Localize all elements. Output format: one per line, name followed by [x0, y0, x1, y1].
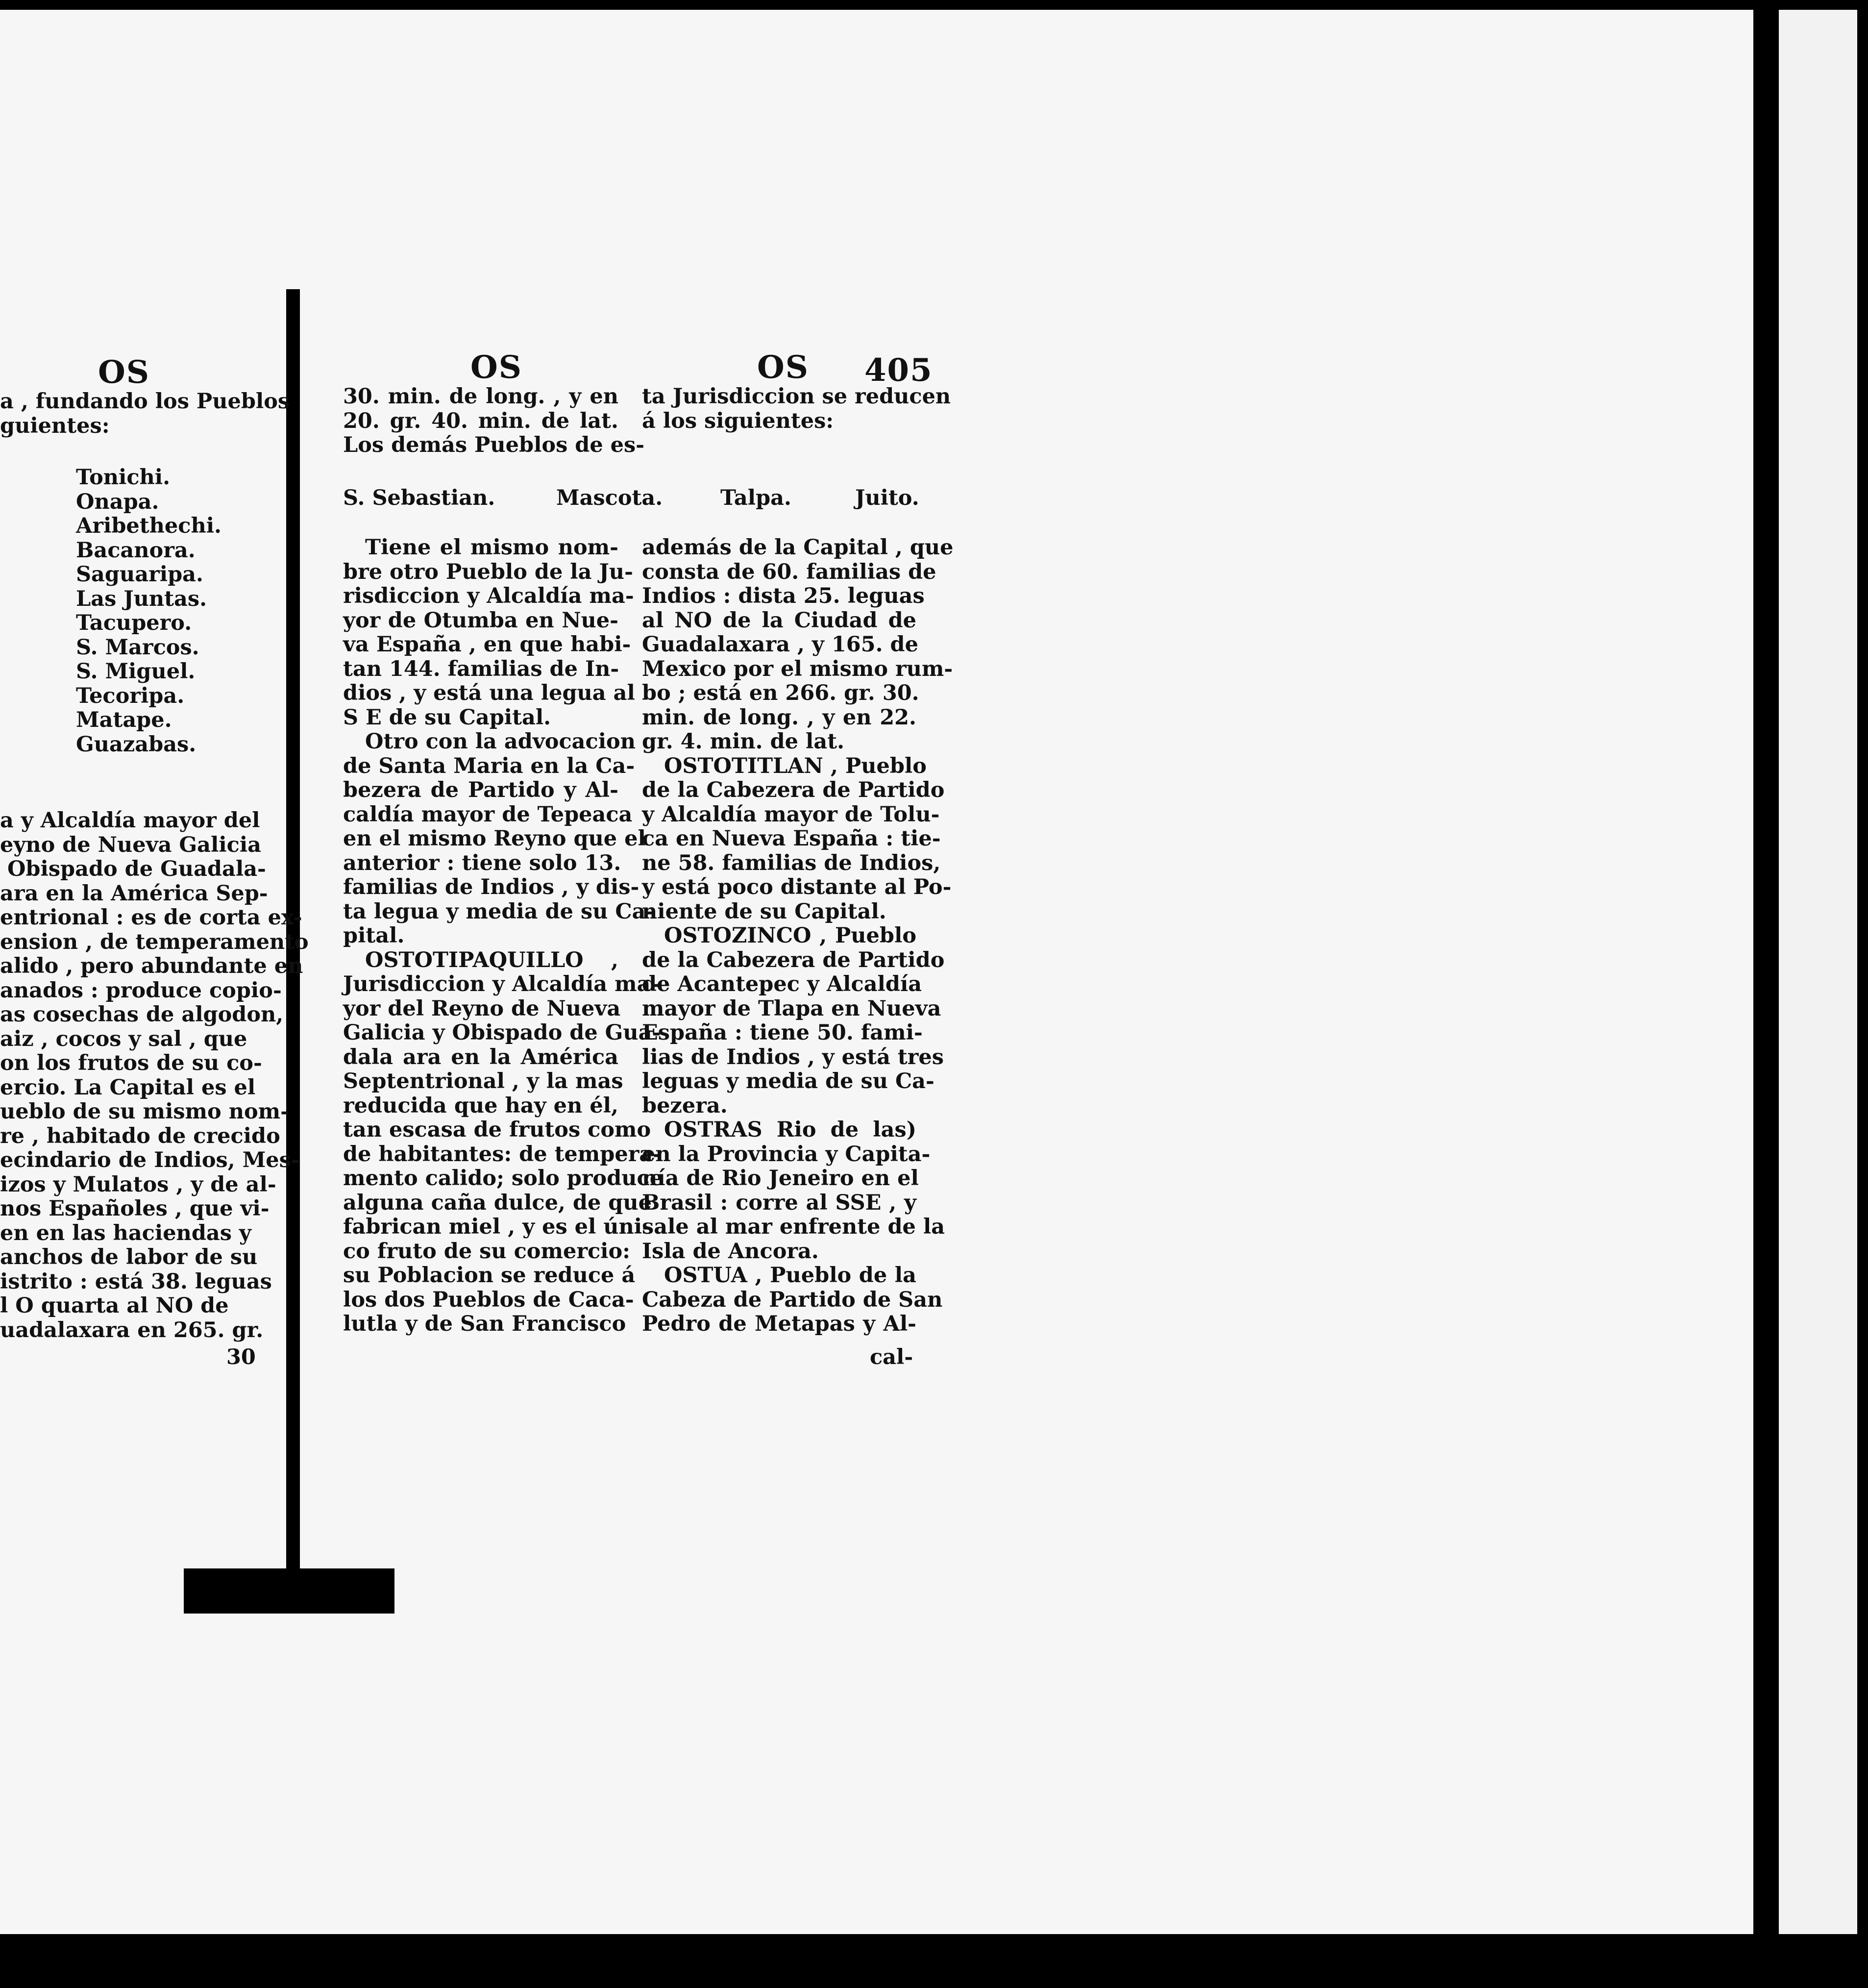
text-line: yor del Reyno de Nueva — [343, 996, 621, 1021]
text-line: y está poco distante al Po- — [642, 875, 952, 899]
text-line: fabrican miel , y es el úni- — [343, 1215, 651, 1239]
text-line: ta legua y media de su Ca- — [343, 899, 655, 924]
text-line: de Santa Maria en la Ca- — [343, 753, 635, 778]
text-line: consta de 60. familias de — [642, 559, 936, 584]
text-line: Septentrional , y la mas — [343, 1069, 623, 1093]
text-line: tan 144. familias de In- — [343, 656, 619, 681]
text-line: Pedro de Metapas y Al- — [642, 1312, 916, 1336]
right-page-top-col1 — [343, 384, 645, 458]
text-line: lias de Indios , y está tres — [642, 1044, 944, 1069]
text-line: á los siguientes: — [642, 408, 834, 433]
left-page-catchword: 30 — [226, 1345, 256, 1369]
text-line: nía de Rio Jeneiro en el — [642, 1166, 919, 1191]
scan-border-right — [1753, 0, 1779, 1988]
pueblo-item: Onapa. — [76, 489, 159, 514]
text-line: tan escasa de frutos como — [343, 1118, 651, 1142]
text-line: Mexico por el mismo rum- — [642, 656, 953, 681]
pueblo-item: Bacanora. — [76, 538, 196, 563]
pueblo-item: Guazabas. — [76, 732, 197, 757]
entry-heading: OSTUA , Pueblo de la — [664, 1263, 916, 1288]
text-line: yor de Otumba en Nue- — [343, 608, 618, 633]
text-line: alguna caña dulce, de que — [343, 1190, 652, 1215]
text-line: Jurisdiccion y Alcaldía ma- — [343, 972, 660, 996]
text-line: de la Cabezera de Partido — [642, 947, 945, 972]
text-line: de la Cabezera de Partido — [642, 778, 945, 802]
text-line: y Alcaldía mayor de Tolu- — [642, 802, 940, 827]
text-line: bo ; está en 266. gr. 30. — [642, 681, 919, 705]
pueblo-item: S. Marcos. — [76, 635, 199, 660]
text-line: gr. 4. min. de lat. — [642, 729, 845, 754]
text-line: reducida que hay en él, — [343, 1093, 618, 1118]
text-line: al NO de la Ciudad de — [642, 608, 916, 633]
text-line: los dos Pueblos de Caca- — [343, 1287, 634, 1312]
text-line: dios , y está una legua al — [343, 681, 635, 705]
text-line: su Poblacion se reduce á — [343, 1263, 636, 1288]
text-line: pital. — [343, 923, 405, 948]
text-line: ne 58. familias de Indios, — [642, 850, 941, 875]
text-line: Cabeza de Partido de San — [642, 1287, 943, 1312]
right-page-top-col2 — [642, 384, 951, 433]
pueblo-item: Tacupero. — [76, 611, 192, 635]
pueblo-item: Matape. — [76, 708, 172, 732]
pueblo-juito: Juito. — [855, 486, 919, 510]
entry-heading: OSTOTIPAQUILLO , — [365, 947, 618, 972]
text-line: S E de su Capital. — [343, 705, 551, 730]
pueblo-item: Aribethechi. — [76, 514, 222, 538]
right-page-column-2 — [642, 535, 954, 1337]
text-line: Guadalaxara , y 165. de — [642, 632, 918, 657]
text-line: Los demás Pueblos de es- — [343, 433, 645, 457]
right-page-header-left: OS — [470, 349, 522, 386]
text-line: de Acantepec y Alcaldía — [642, 972, 922, 996]
scan-border-far-right — [1857, 0, 1868, 1988]
left-page-intro: a , fundando los Pueblos guientes: — [0, 389, 290, 438]
text-line: va España , en que habi- — [343, 632, 631, 657]
left-page-header: OS — [98, 354, 150, 391]
text-line: 30. min. de long. , y en — [343, 384, 618, 409]
text-line: 20. gr. 40. min. de lat. — [343, 408, 618, 433]
pueblo-item: Tecoripa. — [76, 683, 185, 708]
pueblo-item: Las Juntas. — [76, 586, 207, 611]
text-line: risdiccion y Alcaldía ma- — [343, 584, 634, 608]
scan-border-top — [0, 0, 1868, 10]
pueblo-mascota: Mascota. — [556, 486, 663, 510]
text-line: niente de su Capital. — [642, 899, 886, 924]
book-gutter-foot — [184, 1568, 394, 1614]
scan-border-bottom — [0, 1934, 1868, 1988]
left-page-paragraph: a y Alcaldía mayor del eyno de Nueva Galicia Obispado de Guadala- ara en la América Sep- entrional : es de corta ex- ension , de temperamento alido , pero abundante en anados : produce copio- as cosechas de algodon, aiz , cocos y sal , que on los frutos de su co- ercio. La Capital es el ueblo de su mismo nom- re , habitado de crecido ecindario de Indios, Mes- izos y Mulatos , y de al- nos Españoles , que vi- en en las haciendas y anchos de labor de su istrito : está 38. leguas l O quarta al NO de uadalaxara en 265. gr. — [0, 808, 309, 1342]
page-number: 405 — [864, 352, 933, 389]
next-frame-strip — [1779, 10, 1868, 1934]
pueblo-talpa: Talpa. — [720, 486, 791, 510]
right-page-catchword: cal- — [870, 1345, 913, 1369]
text-line: mento calido; solo produce — [343, 1166, 664, 1191]
text-line: Galicia y Obispado de Gua- — [343, 1020, 661, 1045]
text-line: España : tiene 50. fami- — [642, 1020, 923, 1045]
text-line: min. de long. , y en 22. — [642, 705, 916, 730]
text-line: anterior : tiene solo 13. — [343, 850, 621, 875]
text-line: dala ara en la América — [343, 1044, 618, 1069]
right-page-header-right: OS — [757, 349, 809, 386]
text-line: ca en Nueva España : tie- — [642, 826, 941, 851]
text-line: sale al mar enfrente de la — [642, 1215, 945, 1239]
text-line: co fruto de su comercio: — [343, 1239, 631, 1264]
text-line: lutla y de San Francisco — [343, 1312, 626, 1336]
text-line: Isla de Ancora. — [642, 1239, 819, 1264]
text-line: además de la Capital , que — [642, 535, 954, 560]
text-line: Indios : dista 25. leguas — [642, 584, 925, 608]
text-line: de habitantes: de tempera- — [343, 1142, 662, 1167]
text-line: bezera. — [642, 1093, 728, 1118]
pueblo-s-sebastian: S. Sebastian. — [343, 486, 495, 510]
entry-heading: OSTOZINCO , Pueblo — [664, 923, 916, 948]
text-line: Otro con la advocacion — [365, 729, 636, 754]
pueblo-item: S. Miguel. — [76, 659, 196, 684]
text-line: Brasil : corre al SSE , y — [642, 1190, 916, 1215]
right-page-column-1 — [343, 535, 664, 1337]
left-page-pueblos-list — [76, 466, 221, 757]
text-line: mayor de Tlapa en Nueva — [642, 996, 941, 1021]
entry-heading: OSTOTITLAN , Pueblo — [664, 753, 927, 778]
text-line: en el mismo Reyno que el — [343, 826, 646, 851]
text-line: familias de Indios , y dis- — [343, 875, 639, 899]
text-line: ta Jurisdiccion se reducen — [642, 384, 951, 409]
text-line: bre otro Pueblo de la Ju- — [343, 559, 633, 584]
text-line: leguas y media de su Ca- — [642, 1069, 934, 1093]
entry-heading: OSTRAS Rio de las) — [664, 1118, 916, 1142]
text-line: Tiene el mismo nom- — [365, 535, 618, 560]
pueblo-item: Saguaripa. — [76, 562, 203, 587]
text-line: bezera de Partido y Al- — [343, 778, 618, 802]
text-line: caldía mayor de Tepeaca — [343, 802, 633, 827]
pueblo-item: Tonichi. — [76, 465, 171, 490]
text-line: en la Provincia y Capita- — [642, 1142, 931, 1167]
